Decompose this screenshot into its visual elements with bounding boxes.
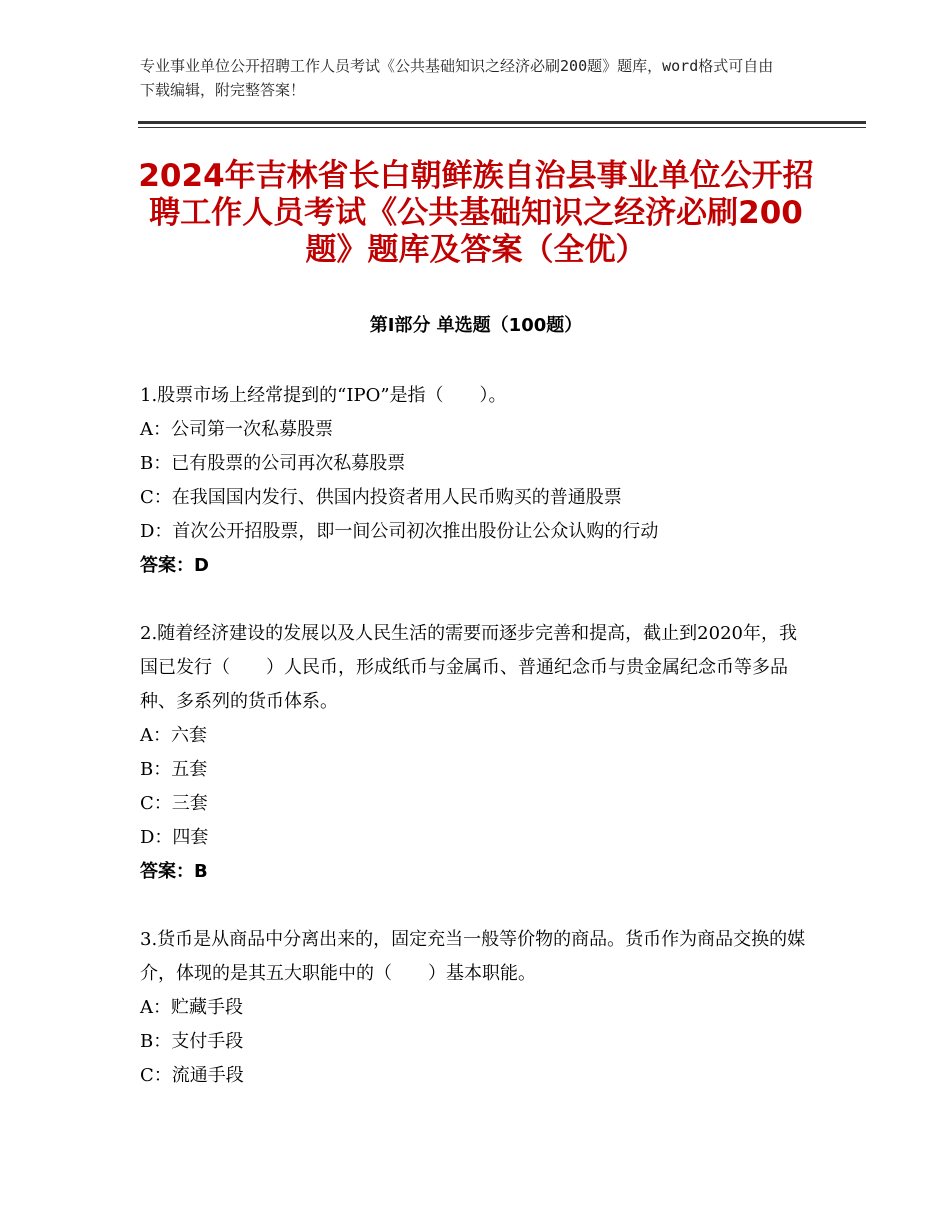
document-title: 2024年吉林省长白朝鲜族自治县事业单位公开招聘工作人员考试《公共基础知识之经济必刷200题》题库及答案（全优） xyxy=(138,158,814,268)
option-a: A：公司第一次私募股票 xyxy=(140,419,333,440)
question-list xyxy=(140,379,812,1127)
section-heading: 第I部分 单选题（100题） xyxy=(369,315,583,336)
option-a: A：六套 xyxy=(140,725,207,746)
header-rule-thin xyxy=(138,127,866,128)
question-3 xyxy=(140,923,812,1093)
header-note: 专业事业单位公开招聘工作人员考试《公共基础知识之经济必刷200题》题库，word格式可自由下载编辑，附完整答案！ xyxy=(140,57,774,99)
question-stem: 1.股票市场上经常提到的“IPO”是指（ ）。 xyxy=(140,385,507,406)
question-stem: 3.货币是从商品中分离出来的，固定充当一般等价物的商品。货币作为商品交换的媒介，体现的是其五大职能中的（ ）基本职能。 xyxy=(140,929,806,984)
option-d: D：四套 xyxy=(140,827,209,848)
option-b: B：支付手段 xyxy=(140,1031,244,1052)
question-1 xyxy=(140,379,812,583)
option-d: D：首次公开招股票，即一间公司初次推出股份让公众认购的行动 xyxy=(140,521,659,542)
option-b: B：五套 xyxy=(140,759,208,780)
option-b: B：已有股票的公司再次私募股票 xyxy=(140,453,406,474)
option-c: C：三套 xyxy=(140,793,208,814)
question-2 xyxy=(140,617,812,889)
option-a: A：贮藏手段 xyxy=(140,997,243,1018)
header-rule-thick xyxy=(138,121,866,124)
answer-label: 答案：D xyxy=(140,555,209,576)
option-c: C：在我国国内发行、供国内投资者用人民币购买的普通股票 xyxy=(140,487,622,508)
answer-label: 答案：B xyxy=(140,861,208,882)
option-c: C：流通手段 xyxy=(140,1065,244,1086)
question-stem: 2.随着经济建设的发展以及人民生活的需要而逐步完善和提高，截止到2020年，我国已发行（ ）人民币，形成纸币与金属币、普通纪念币与贵金属纪念币等多品种、多系列的货币体系。 xyxy=(140,623,797,712)
